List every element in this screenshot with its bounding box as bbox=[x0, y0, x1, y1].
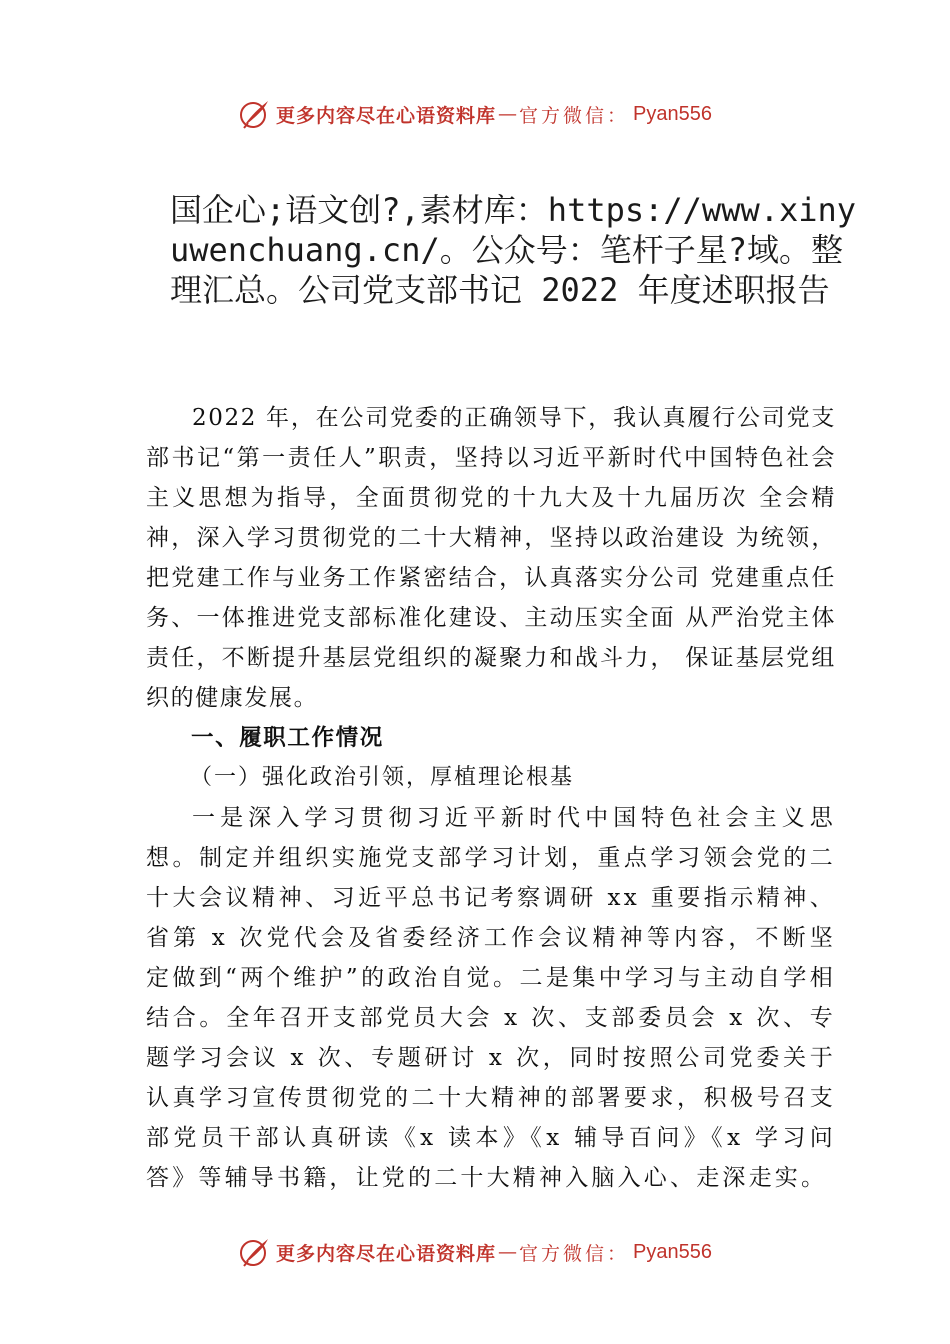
watermark-wechat-label: 官方微信： bbox=[519, 1242, 630, 1265]
section-heading: 一、履职工作情况 bbox=[191, 725, 384, 751]
quill-pen-logo-icon bbox=[238, 97, 272, 131]
quill-pen-logo-icon bbox=[238, 1235, 272, 1269]
document-title: 国企心;语文创?,素材库：https://www.xinyuwenchuang.cn/。公众号：笔杆子星?域。整理汇总。公司党支部书记 2022 年度述职报告 bbox=[170, 191, 857, 309]
watermark-wechat-label: 官方微信： bbox=[519, 104, 630, 127]
subsection-heading: （一）强化政治引领，厚植理论根基 bbox=[190, 765, 575, 790]
document-body bbox=[146, 398, 836, 1198]
watermark-dash: — bbox=[498, 1241, 518, 1263]
intro-paragraph: 2022 年，在公司党委的正确领导下，我认真履行公司党支部书记“第一责任人”职责，坚持以习近平新时代中国特色社会主义思想为指导，全面贯彻党的十九大及十九届历次 全会精神，深入学习贯彻党的二十大精神，坚持以政治建设 为统领，把党建工作与业务工作紧密结合，认真落实分公司 党建重点任务、一体推进党支部标准化建设、主动压实全面 从严治党主体责任，不断提升基层党组织的凝聚力和战斗力， 保证基层党组织的健康发展。 bbox=[146, 405, 836, 711]
watermark-wechat-id: Pyan556 bbox=[633, 102, 712, 125]
watermark-wechat-id: Pyan556 bbox=[633, 1240, 712, 1263]
watermark-banner-top bbox=[0, 94, 950, 134]
watermark-slogan: 更多内容尽在心语资料库 bbox=[276, 1242, 497, 1265]
watermark-slogan: 更多内容尽在心语资料库 bbox=[276, 104, 497, 127]
subsection-paragraph: 一是深入学习贯彻习近平新时代中国特色社会主义思想。制定并组织实施党支部学习计划，重点学习领会党的二十大会议精神、习近平总书记考察调研 xx 重要指示精神、省第 x 次党代会及省委经济工作会议精神等内容，不断坚定做到“两个维护”的政治自觉。二是集中学习与主动自学相结合。全年召开支部党员大会 x 次、支部委员会 x 次、专题学习会议 x 次、专题研讨 x 次，同时按照公司党委关于认真学习宣传贯彻党的二十大精神的部署要求，积极号召支部党员干部认真研读《x 读本》《x 辅导百问》《x 学习问答》等辅导书籍，让党的二十大精神入脑入心、走深走实。 bbox=[146, 805, 836, 1191]
watermark-banner-bottom bbox=[0, 1232, 950, 1272]
watermark-dash: — bbox=[498, 103, 518, 125]
